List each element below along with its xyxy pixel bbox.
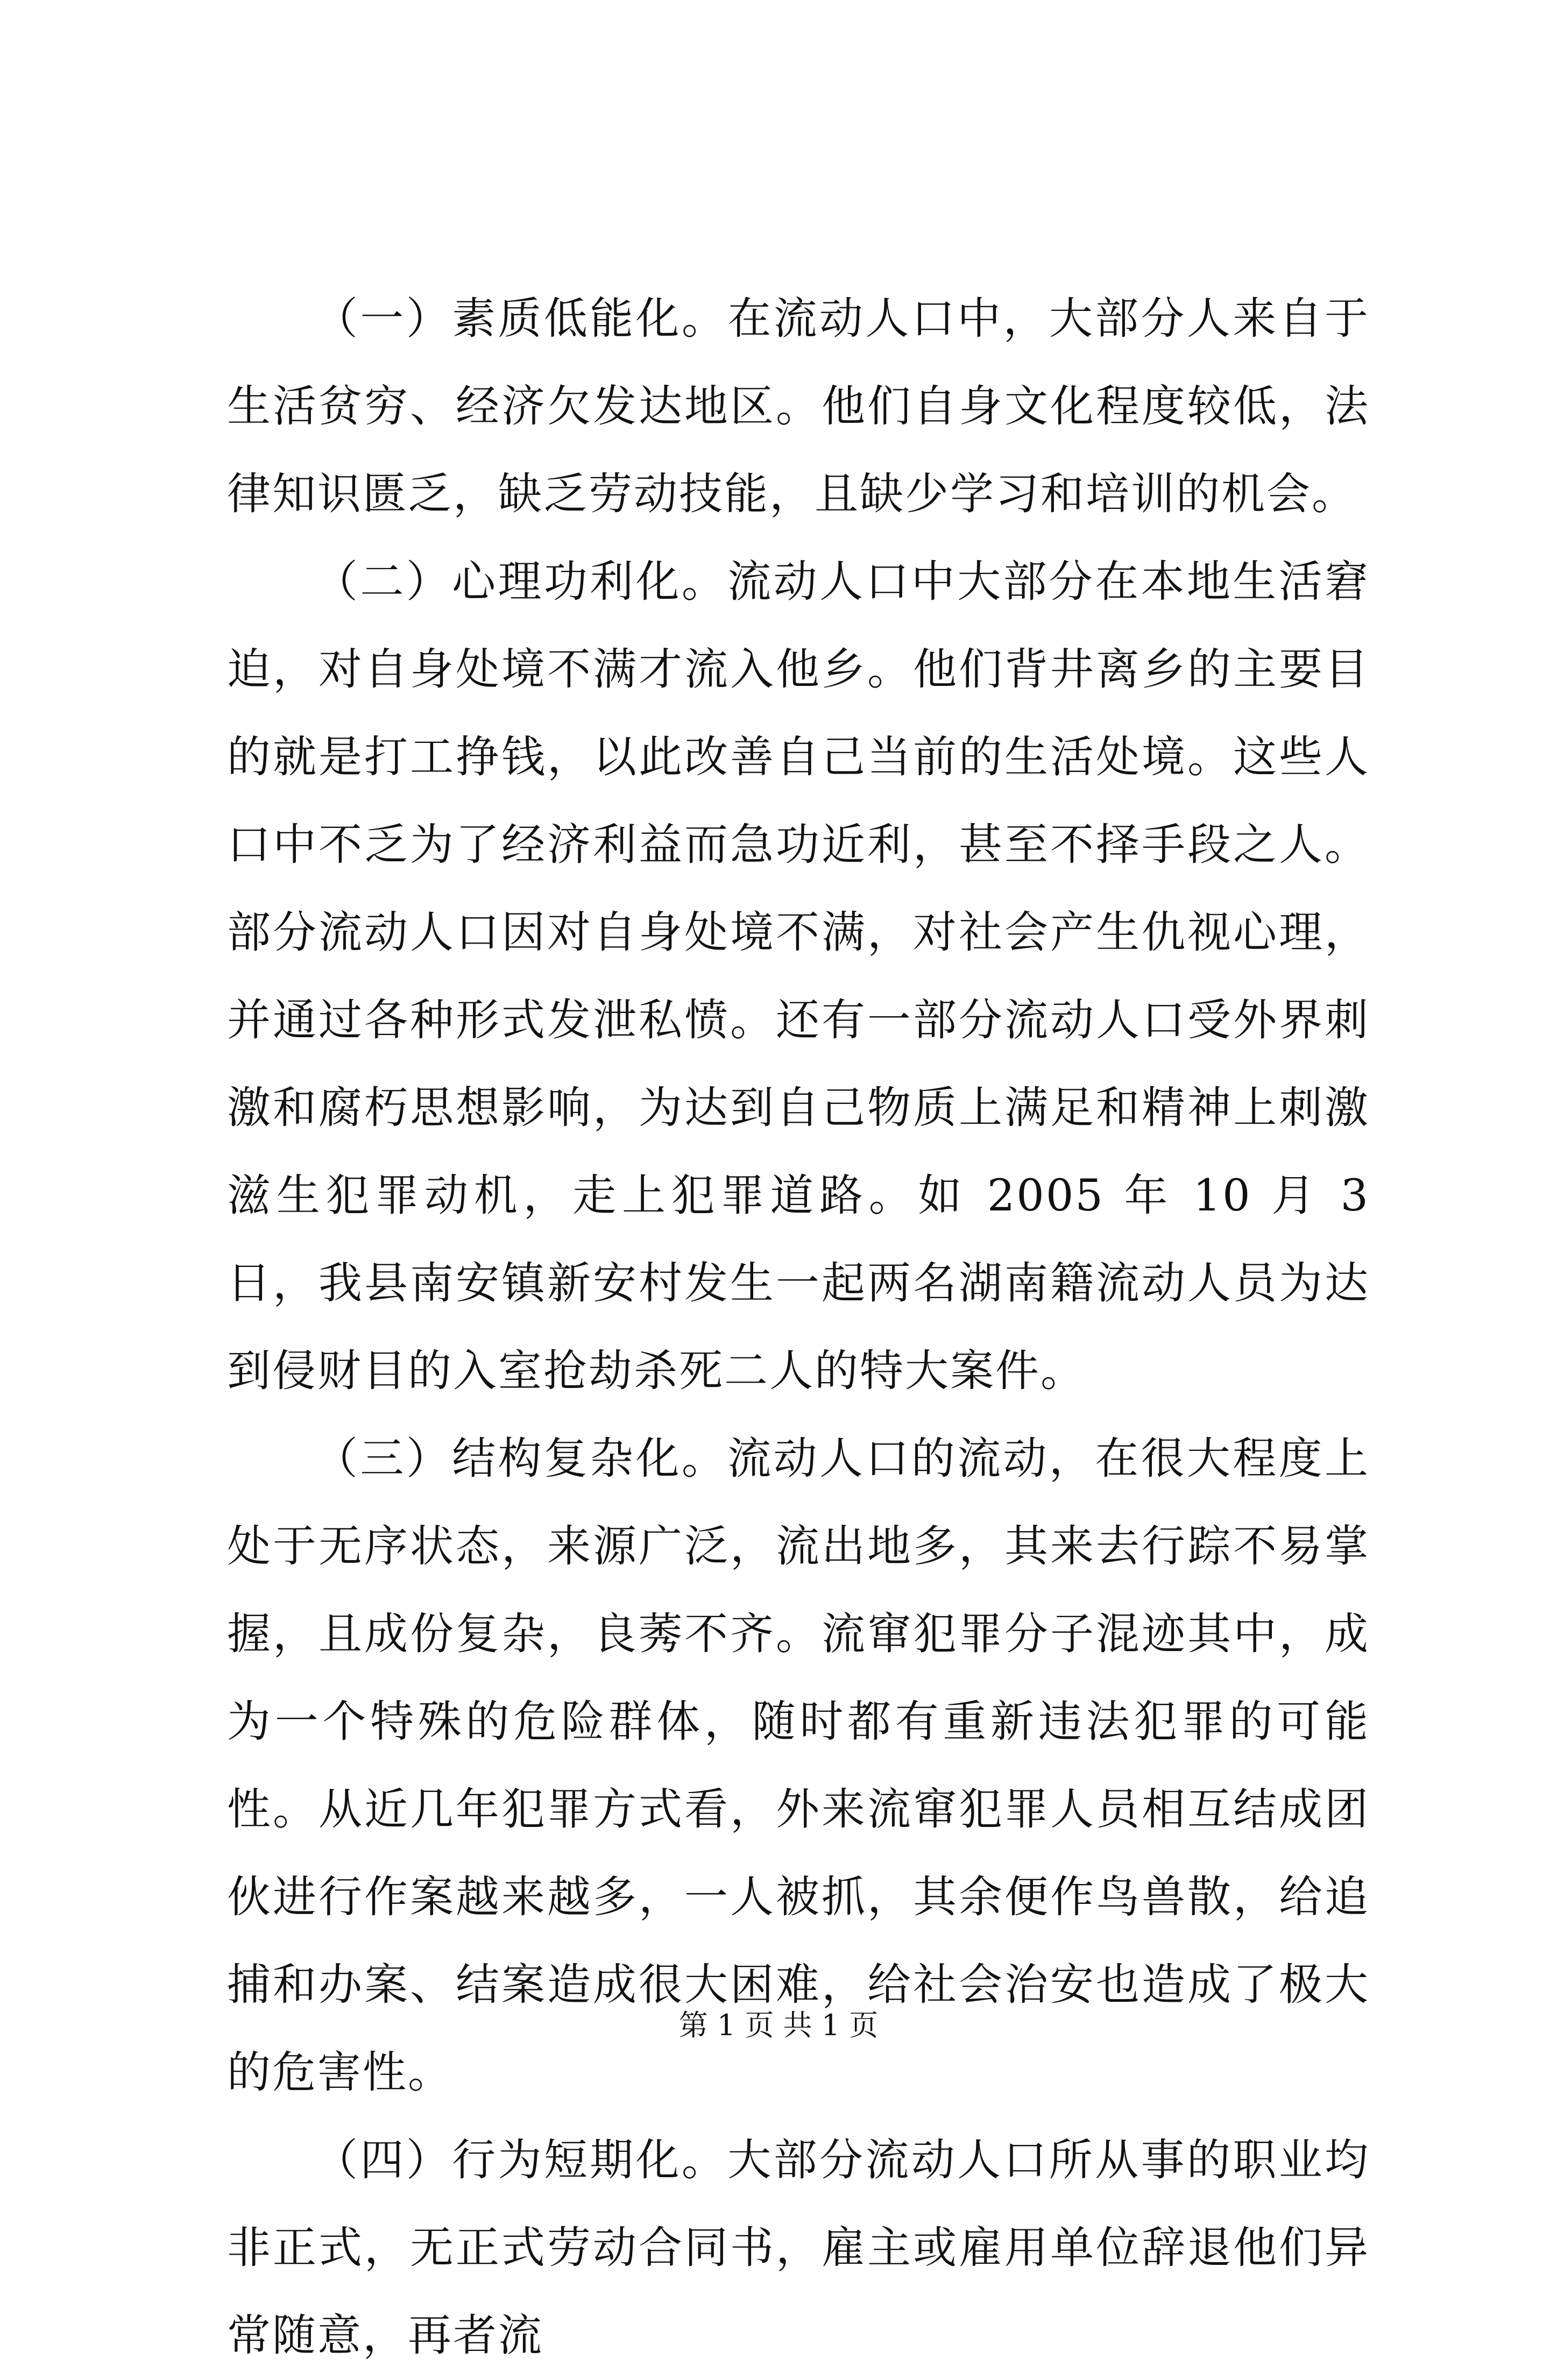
paragraph-2: （二）心理功利化。流动人口中大部分在本地生活窘迫，对自身处境不满才流入他乡。他们背井离乡的主要目的就是打工挣钱，以此改善自己当前的生活处境。这些人口中不乏为了经济利益而急功近利，甚至不择手段之人。部分流动人口因对自身处境不满，对社会产生仇视心理，并通过各种形式发泄私愤。还有一部分流动人口受外界刺激和腐朽思想影响，为达到自己物质上满足和精神上刺激滋生犯罪动机，走上犯罪道路。如 2005 年 10 月 3 日，我县南安镇新安村发生一起两名湖南籍流动人员为达到侵财目的入室抢劫杀死二人的特大案件。 xyxy=(227,557,1370,1397)
document-body xyxy=(227,275,1370,2380)
paragraph-3: （三）结构复杂化。流动人口的流动，在很大程度上处于无序状态，来源广泛，流出地多，其来去行踪不易掌握，且成份复杂，良莠不齐。流窜犯罪分子混迹其中，成为一个特殊的危险群体，随时都有重新违法犯罪的可能性。从近几年犯罪方式看，外来流窜犯罪人员相互结成团伙进行作案越来越多，一人被抓，其余便作鸟兽散，给追捕和办案、结案造成很大困难，给社会治安也造成了极大的危害性。 xyxy=(227,1434,1370,2098)
page-footer: 第 1 页 共 1 页 xyxy=(678,2008,879,2042)
paragraph-1: （一）素质低能化。在流动人口中，大部分人来自于生活贫穷、经济欠发达地区。他们自身文化程度较低，法律知识匮乏，缺乏劳动技能，且缺少学习和培训的机会。 xyxy=(227,294,1370,520)
paragraph-4: （四）行为短期化。大部分流动人口所从事的职业均非正式，无正式劳动合同书，雇主或雇用单位辞退他们异常随意，再者流 xyxy=(227,2135,1370,2361)
